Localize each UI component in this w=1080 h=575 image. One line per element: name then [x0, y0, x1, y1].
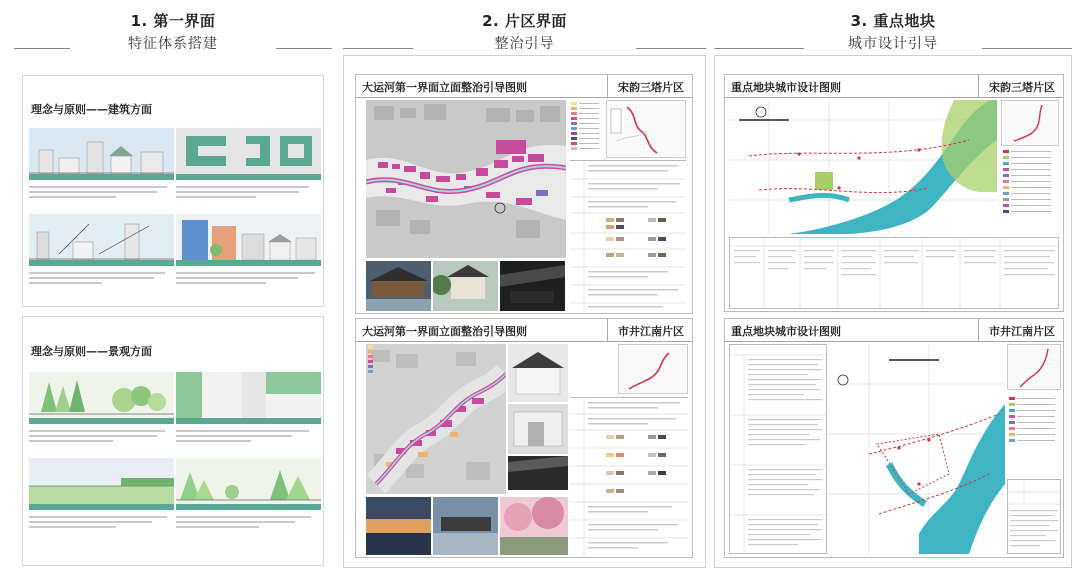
- color-facade-illustration: [176, 214, 321, 260]
- divider-line: [343, 48, 413, 49]
- sheet-title: 大运河第一界面立面整治引导图则: [362, 81, 527, 94]
- reference-photo: [500, 497, 568, 555]
- column-subtitle: 特征体系搭建: [128, 36, 218, 52]
- reference-photo: [508, 456, 568, 490]
- principle-card: [29, 372, 174, 460]
- divider-line: [982, 48, 1072, 49]
- design-control-table: [1007, 479, 1061, 554]
- reference-photo: [433, 497, 498, 555]
- sheet-title: 大运河第一界面立面整治引导图则: [362, 325, 527, 338]
- column-subtitle: 整治引导: [494, 36, 555, 52]
- layered-greenery-illustration: [176, 458, 321, 504]
- sheet-header: [725, 319, 1063, 342]
- reference-photo: [366, 261, 431, 311]
- tree-rows-illustration: [29, 372, 174, 418]
- waterfront-node-illustration: [176, 372, 321, 418]
- parcel-plan-map: [729, 100, 997, 234]
- height-control-illustration: [29, 214, 174, 260]
- sheet-area: 宋韵三塔片区: [607, 75, 692, 97]
- section-title: 理念与原则——建筑方面: [31, 103, 152, 116]
- principle-card: [176, 214, 321, 302]
- column-header: [714, 10, 1072, 53]
- district-map: [366, 100, 566, 258]
- column-header: [343, 10, 706, 53]
- facade-guideline-sheet: [355, 318, 693, 558]
- guideline-table: [570, 160, 686, 310]
- reference-photo: [366, 497, 431, 555]
- reference-photo: [500, 261, 565, 311]
- sheet-title: 重点地块城市设计图则: [731, 81, 841, 94]
- urban-design-sheet: [724, 74, 1064, 312]
- principle-card: [176, 128, 321, 216]
- principle-card: [29, 214, 174, 302]
- map-legend: [1001, 148, 1059, 234]
- architecture-principles-panel: [22, 75, 324, 307]
- reference-photo: [508, 404, 568, 454]
- principle-card: [29, 458, 174, 546]
- locator-map: [618, 344, 688, 394]
- divider-line: [714, 48, 804, 49]
- principle-card: [29, 128, 174, 216]
- map-legend: [1007, 395, 1061, 475]
- sheet-area: 市井江南片区: [978, 319, 1063, 341]
- column-number: 2. 片区界面: [482, 12, 567, 30]
- sheet-header: [725, 75, 1063, 98]
- sheet-area: 宋韵三塔片区: [978, 75, 1063, 97]
- divider-line: [636, 48, 706, 49]
- map-legend: [366, 343, 390, 383]
- divider-line: [14, 48, 70, 49]
- column-subtitle: 城市设计引导: [848, 36, 938, 52]
- principle-card: [176, 372, 321, 460]
- landscape-principles-panel: [22, 316, 324, 566]
- design-control-table: [729, 344, 827, 554]
- reference-photo: [508, 344, 568, 402]
- column-header: [14, 10, 332, 53]
- design-control-table: [729, 237, 1059, 309]
- locator-map: [1001, 100, 1059, 146]
- section-title: 理念与原则——景观方面: [31, 345, 152, 358]
- map-legend: [570, 100, 602, 158]
- principle-card: [176, 458, 321, 546]
- locator-map: [606, 100, 686, 158]
- building-skyline-illustration: [29, 128, 174, 174]
- sheet-header: [356, 75, 692, 98]
- urban-design-sheet: [724, 318, 1064, 558]
- parcel-plan-map: [829, 344, 1005, 554]
- courtyard-plan-illustration: [176, 128, 321, 174]
- facade-guideline-sheet: [355, 74, 693, 314]
- column-number: 3. 重点地块: [850, 12, 936, 30]
- grass-terrain-illustration: [29, 458, 174, 504]
- guideline-table: [570, 397, 688, 555]
- sheet-title: 重点地块城市设计图则: [731, 325, 841, 338]
- sheet-header: [356, 319, 692, 342]
- locator-map: [1007, 344, 1061, 390]
- divider-line: [276, 48, 332, 49]
- column-number: 1. 第一界面: [130, 12, 216, 30]
- reference-photo: [433, 261, 498, 311]
- sheet-area: 市井江南片区: [607, 319, 692, 341]
